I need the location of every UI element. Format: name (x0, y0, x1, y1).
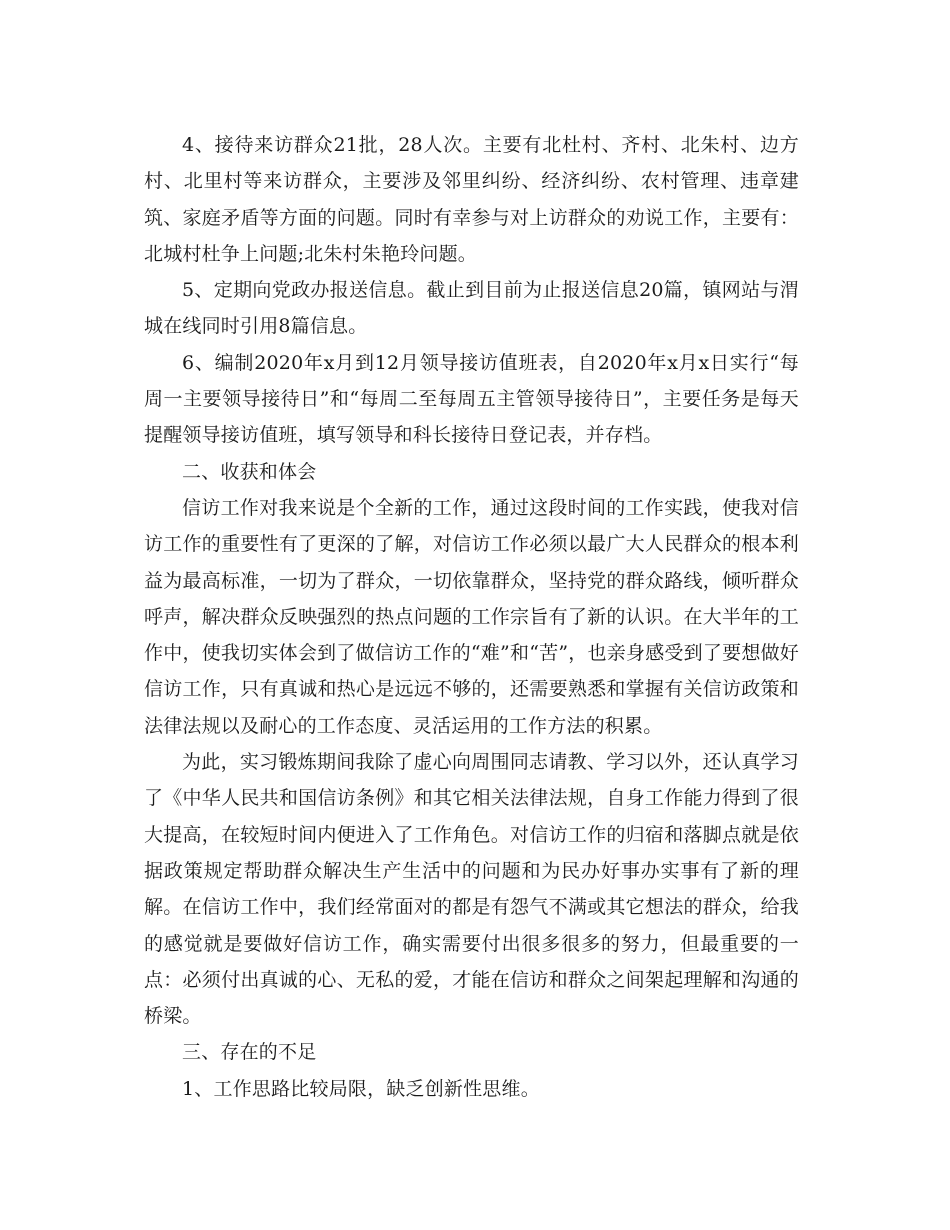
paragraph-item-5: 5、定期向党政办报送信息。截止到目前为止报送信息20篇，镇网站与渭城在线同时引用8篇信息。 (144, 279, 799, 338)
section-heading-gains: 二、收获和体会 (182, 460, 317, 483)
paragraph-item-6: 6、编制2020年x月到12月领导接访值班表，自2020年x月x日实行“每周一主要领导接待日”和“每周二至每周五主管领导接待日”，主要任务是每天提醒领导接访值班，填写领导和科长接待日登记表，并存档。 (144, 351, 799, 447)
section-heading-shortcomings: 三、存在的不足 (182, 1041, 317, 1064)
paragraph-item-4: 4、接待来访群众21批，28人次。主要有北杜村、齐村、北朱村、边方村、北里村等来访群众，主要涉及邻里纠纷、经济纠纷、农村管理、违章建筑、家庭矛盾等方面的问题。同时有幸参与对上访群众的劝说工作，主要有：北城村杜争上问题;北朱村朱艳玲问题。 (144, 134, 799, 265)
paragraph-gains-1: 信访工作对我来说是个全新的工作，通过这段时间的工作实践，使我对信访工作的重要性有了更深的了解，对信访工作必须以最广大人民群众的根本利益为最高标准，一切为了群众，一切依靠群众，坚持党的群众路线，倾听群众呼声，解决群众反映强烈的热点问题的工作宗旨有了新的认识。在大半年的工作中，使我切实体会到了做信访工作的“难”和“苦”，也亲身感受到了要想做好信访工作，只有真诚和热心是远远不够的，还需要熟悉和掌握有关信访政策和法律法规以及耐心的工作态度、灵活运用的工作方法的积累。 (144, 496, 799, 737)
paragraph-gains-2: 为此，实习锻炼期间我除了虚心向周围同志请教、学习以外，还认真学习了《中华人民共和国信访条例》和其它相关法律法规，自身工作能力得到了很大提高，在较短时间内便进入了工作角色。对信访工作的归宿和落脚点就是依据政策规定帮助群众解决生产生活中的问题和为民办好事办实事有了新的理解。在信访工作中，我们经常面对的都是有怨气不满或其它想法的群众，给我的感觉就是要做好信访工作，确实需要付出很多很多的努力，但最重要的一点：必须付出真诚的心、无私的爱，才能在信访和群众之间架起理解和沟通的桥梁。 (144, 751, 799, 1028)
paragraph-shortcoming-1: 1、工作思路比较局限，缺乏创新性思维。 (182, 1077, 540, 1100)
document-body (144, 127, 799, 1107)
